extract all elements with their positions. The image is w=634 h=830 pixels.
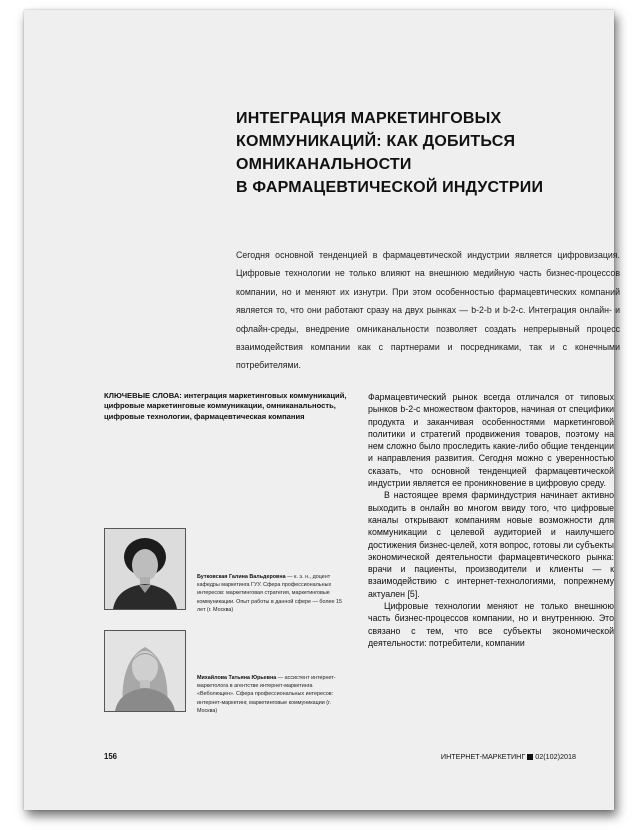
title-line: В ФАРМАЦЕВТИЧЕСКОЙ ИНДУСТРИИ	[236, 179, 544, 196]
author-bio-2	[197, 674, 349, 715]
journal-footer	[441, 752, 576, 761]
article-title	[236, 107, 576, 199]
author-name: Михайлова Татьяна Юрьевна	[197, 675, 277, 681]
author-details: — к. э. н., доцент кафедры маркетинга ГУУ. Сфера профессиональных интересов: маркетинговая стратегия, маркетинговые коммуникации. Опыт работы в данной сфере — более 15 лет (г. Москва)	[197, 574, 342, 613]
article-lead: Сегодня основной тенденцией в фармацевтической индустрии является цифровизация. Цифровые технологии не только влияют на внешнюю медийную часть бизнес-процессов компании, но и меняют их изнутри. При этом особенностью фармацевтических компаний является то, что они работают сразу на двух рынках — b-2-b и b-2-c. Интеграция онлайн- и офлайн-среды, внедрение омниканальности позволяет создать непрерывный процесс взаимодействия компании как с партнерами и посредниками, так и с конечными потребителями.	[236, 250, 620, 371]
journal-name: ИНТЕРНЕТ-МАРКЕТИНГ	[440, 752, 526, 761]
title-line: ОМНИКАНАЛЬНОСТИ	[236, 156, 412, 173]
keywords: КЛЮЧЕВЫЕ СЛОВА: интеграция маркетинговых коммуникаций, цифровые маркетинговые коммуникации, омниканальность, цифровые технологии, фармацевтическая компания	[104, 391, 347, 421]
title-line: КОММУНИКАЦИЙ: КАК ДОБИТЬСЯ	[236, 133, 516, 150]
magazine-page	[24, 10, 620, 810]
author-bio-1	[197, 573, 349, 614]
issue-number: 02(102)2018	[535, 752, 576, 761]
body-paragraph: Фармацевтический рынок всегда отличался от типовых рынков b-2-c множеством факторов, начиная от специфики продукта и заканчивая особенностями маркетинговой политики и стратегий продвижения товаров, поэтому на нем сложно было проследить какие-либо общие тенденции и направления развития. Сегодня можно с уверенностью сказать, что основной тенденцией фармацевтической индустрии является ее проникновение в цифровую среду.	[368, 392, 614, 489]
square-bullet-icon	[527, 754, 533, 760]
body-paragraph: В настоящее время фарминдустрия начинает активно выходить в онлайн во многом ввиду того, что цифровые каналы открывают компаниям новые возможности для коммуникации с целевой аудиторией и наилучшего достижения бизнес-целей, хотя вопрос, готовы ли субъекты экономической деятельности фармацевтического рынка: врачи и пациенты, производители и клиенты — к взаимодействию с интернет-технологиями, попрежнему актуален [5].	[368, 490, 614, 599]
page-number: 156	[104, 752, 118, 761]
author-name: Бутковская Галина Вальдеровна	[197, 574, 286, 580]
author-photo-2	[104, 630, 186, 712]
author-details: — ассистент интернет-маркетолога в агентстве интернет-маркетинга «Веболющен». Сфера профессиональных интересов: интернет-маркетинг, маркетинговые коммуникации (г. Москва)	[197, 675, 336, 714]
author-photo-1	[104, 528, 186, 610]
body-paragraph: Цифровые технологии меняют не только внешнюю часть бизнес-процессов компании, но и внутреннюю. Это связано с тем, что все субъекты экономической деятельности: потребители, компании	[368, 601, 614, 648]
title-line: ИНТЕГРАЦИЯ МАРКЕТИНГОВЫХ	[236, 110, 502, 127]
article-body	[368, 391, 614, 649]
